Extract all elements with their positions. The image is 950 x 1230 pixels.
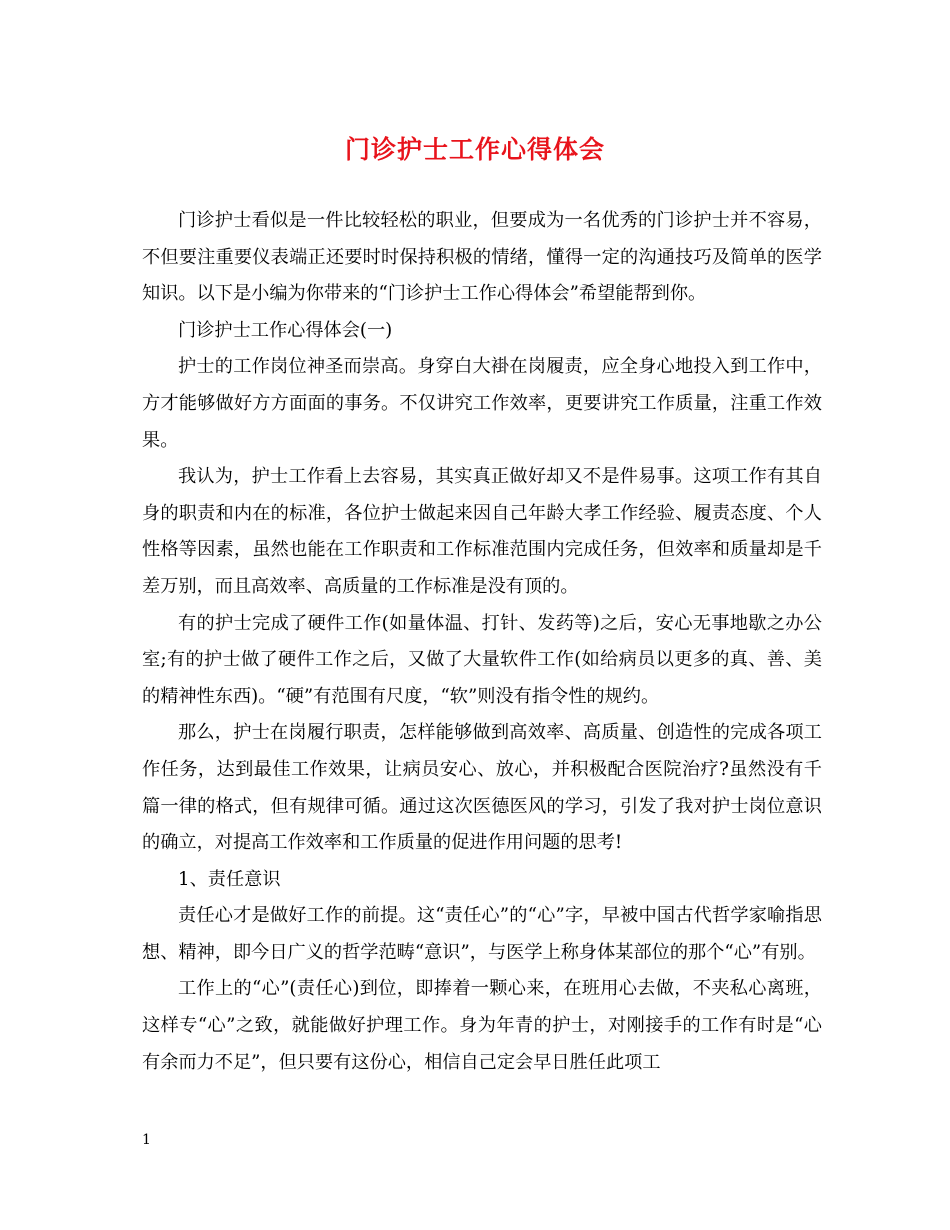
document-body xyxy=(142,203,822,1081)
paragraph: 责任心才是做好工作的前提。这“责任心”的“心”字，早被中国古代哲学家喻指思想、精神，即今日广义的哲学范畴“意识”，与医学上称身体某部位的那个“心”有别。 xyxy=(142,905,822,963)
page-number: 1 xyxy=(142,1132,151,1148)
section-heading-one: 门诊护士工作心得体会(一) xyxy=(178,319,393,341)
paragraph: 我认为，护士工作看上去容易，其实真正做好却又不是件易事。这项工作有其自身的职责和内在的标准，各位护士做起来因自己年龄大孝工作经验、履责态度、个人性格等因素，虽然也能在工作职责和工作标准范围内完成任务，但效率和质量却是千差万别，而且高效率、高质量的工作标准是没有顶的。 xyxy=(142,466,822,597)
paragraph: 那么，护士在岗履行职责，怎样能够做到高效率、高质量、创造性的完成各项工作任务，达到最佳工作效果，让病员安心、放心，并积极配合医院治疗?虽然没有千篇一律的格式，但有规律可循。通过这次医德医风的学习，引发了我对护士岗位意识的确立，对提高工作效率和工作质量的促进作用问题的思考! xyxy=(142,722,822,854)
paragraph-intro: 门诊护士看似是一件比较轻松的职业，但要成为一名优秀的门诊护士并不容易，不但要注重要仪表端正还要时时保持积极的情绪，懂得一定的沟通技巧及简单的医学知识。以下是小编为你带来的“门诊护士工作心得体会”希望能帮到你。 xyxy=(142,210,822,305)
document-title: 门诊护士工作心得体会 xyxy=(344,135,605,164)
paragraph: 工作上的“心”(责任心)到位，即捧着一颗心来，在班用心去做，不夹私心离班，这样专“心”之致，就能做好护理工作。身为年青的护士，对刚接手的工作有时是“心有余而力不足”，但只要有这份心，相信自己定会早日胜任此项工 xyxy=(142,978,822,1073)
paragraph: 护士的工作岗位神圣而崇高。身穿白大褂在岗履责，应全身心地投入到工作中，方才能够做好方方面面的事务。不仅讲究工作效率，更要讲究工作质量，注重工作效果。 xyxy=(142,356,822,451)
paragraph: 有的护士完成了硬件工作(如量体温、打针、发药等)之后，安心无事地歇之办公室;有的护士做了硬件工作之后，又做了大量软件工作(如给病员以更多的真、善、美的精神性东西)。“硬”有范围有尺度，“软”则没有指令性的规约。 xyxy=(142,612,822,707)
subheading-responsibility: 1、责任意识 xyxy=(178,868,281,890)
